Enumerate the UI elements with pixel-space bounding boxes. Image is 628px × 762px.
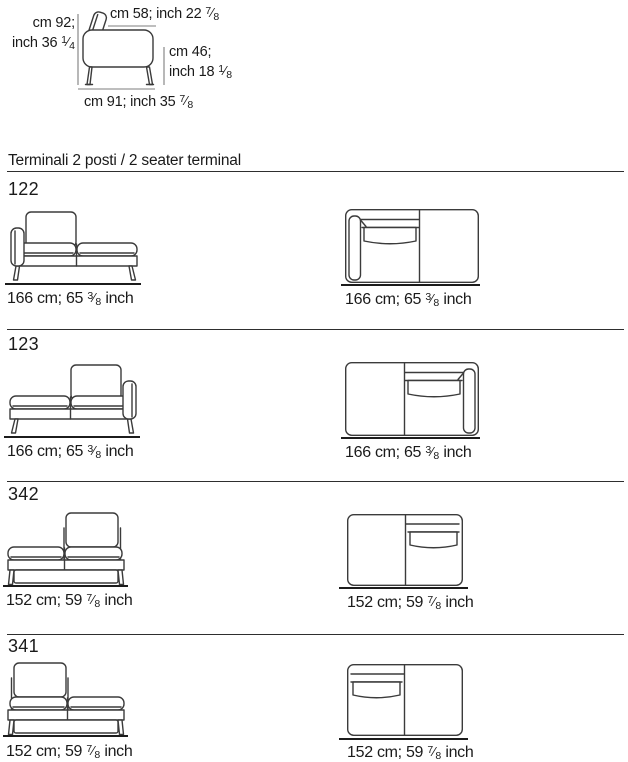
sofa-front-view-123 <box>6 359 140 437</box>
top-view-ground-line <box>339 738 468 740</box>
sofa-front-view-122 <box>7 206 141 284</box>
front-width-label-123: 166 cm; 65 $^3⁄_8$ inch <box>7 440 133 465</box>
top-view-ground-line <box>341 284 480 286</box>
total-depth-dimension-label: cm 91; inch 35 $^7⁄_8$ <box>84 91 193 114</box>
front-width-label-342: 152 cm; 59 $^7⁄_8$ inch <box>6 589 132 614</box>
row-divider <box>7 329 624 330</box>
seat-height-dimension-label: cm 46; inch 18 $^1⁄_8$ <box>169 44 232 84</box>
fraction: $^7⁄_8$ <box>86 743 101 761</box>
fraction: $^3⁄_8$ <box>87 290 102 308</box>
front-width-label-341: 152 cm; 59 $^7⁄_8$ inch <box>6 740 132 762</box>
seat-depth-dimension-label: cm 58; inch 22 $^7⁄_8$ <box>110 3 219 26</box>
model-code-341: 341 <box>8 636 39 656</box>
sofa-top-view-122 <box>345 209 479 283</box>
sofa-front-view-341 <box>6 661 126 737</box>
model-code-122: 122 <box>8 179 39 199</box>
fraction: $^7⁄_8$ <box>427 744 442 762</box>
sofa-top-view-342 <box>347 514 463 586</box>
front-view-ground-line <box>3 585 128 587</box>
fraction: $^1⁄_4$ <box>61 34 75 52</box>
fraction: $^3⁄_8$ <box>87 443 102 461</box>
top-width-label-341: 152 cm; 59 $^7⁄_8$ inch <box>347 741 473 762</box>
model-code-123: 123 <box>8 334 39 354</box>
section-title: Terminali 2 posti / 2 seater terminal <box>8 152 241 169</box>
section-title-underline <box>7 171 624 172</box>
sofa-front-view-342 <box>6 511 126 587</box>
row-divider <box>7 481 624 482</box>
top-view-ground-line <box>341 437 480 439</box>
fraction: $^1⁄_8$ <box>218 63 233 81</box>
fraction: $^7⁄_8$ <box>427 594 442 612</box>
fraction: $^3⁄_8$ <box>425 291 440 309</box>
top-width-label-123: 166 cm; 65 $^3⁄_8$ inch <box>345 441 471 466</box>
side-view-spec-diagram <box>0 0 260 112</box>
front-view-ground-line <box>4 436 140 438</box>
sofa-top-view-123 <box>345 362 479 436</box>
fraction: $^7⁄_8$ <box>86 592 101 610</box>
top-view-ground-line <box>339 587 468 589</box>
top-width-label-122: 166 cm; 65 $^3⁄_8$ inch <box>345 288 471 313</box>
height-dimension-label: cm 92; inch 36 $^1⁄_4$ <box>4 15 75 55</box>
fraction: $^7⁄_8$ <box>205 5 220 23</box>
model-code-342: 342 <box>8 484 39 504</box>
front-width-label-122: 166 cm; 65 $^3⁄_8$ inch <box>7 287 133 312</box>
sofa-top-view-341 <box>347 664 463 736</box>
front-view-ground-line <box>5 283 141 285</box>
row-divider <box>7 634 624 635</box>
fraction: $^3⁄_8$ <box>425 444 440 462</box>
fraction: $^7⁄_8$ <box>179 93 194 111</box>
top-width-label-342: 152 cm; 59 $^7⁄_8$ inch <box>347 591 473 616</box>
front-view-ground-line <box>3 735 128 737</box>
